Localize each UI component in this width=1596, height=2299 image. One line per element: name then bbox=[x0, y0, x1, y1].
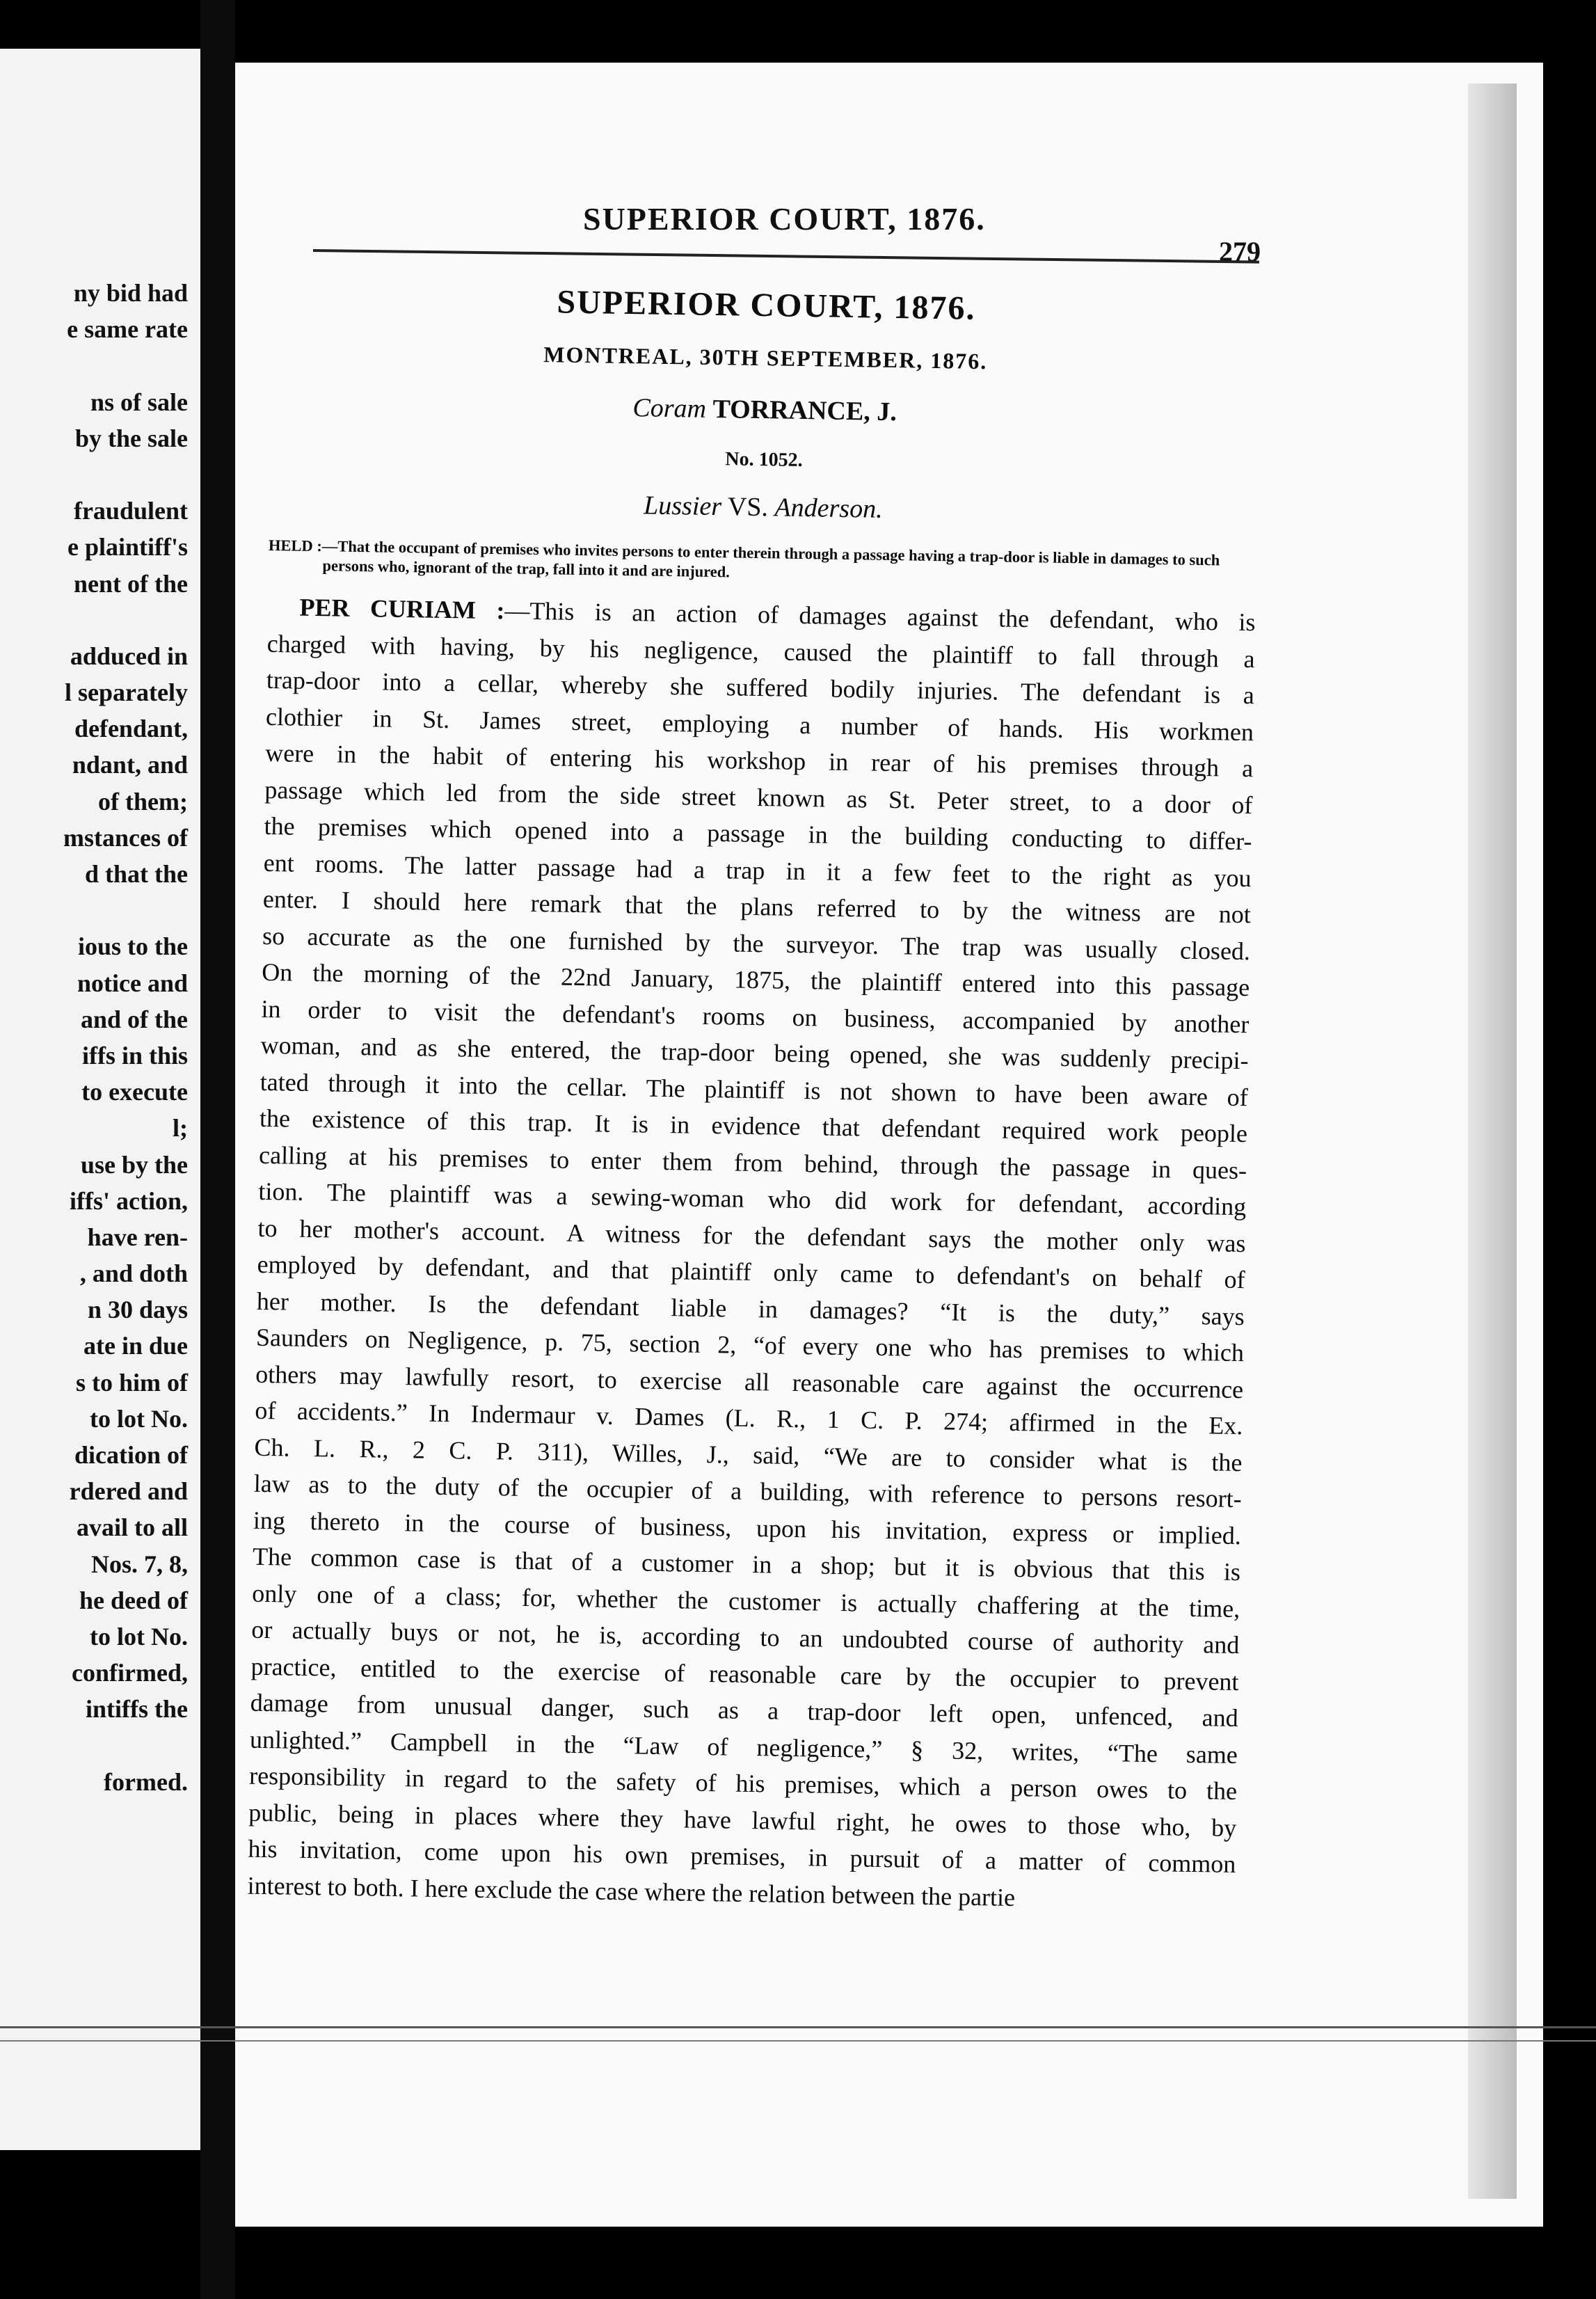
left-page-line: d that the bbox=[84, 860, 188, 888]
body-line: employed by defendant, and that plaintiff only came to defendant's on behalf of bbox=[257, 1250, 1245, 1294]
body-line: public, being in places where they have lawful right, he owes to those who, by bbox=[248, 1798, 1237, 1842]
left-page-line: adduced in bbox=[70, 642, 188, 670]
left-page-line bbox=[0, 456, 188, 493]
left-page-line: iffs in this bbox=[81, 1041, 188, 1069]
left-page-fragment bbox=[0, 49, 200, 2150]
body-line: clothier in St. James street, employing a number of hands. His workmen bbox=[265, 702, 1254, 746]
body-line: were in the habit of entering his workshop in rear of his premises through a bbox=[264, 738, 1254, 783]
body-line: in order to visit the defendant's rooms on business, accompanied by another bbox=[261, 994, 1250, 1038]
book-gutter bbox=[200, 0, 235, 2299]
left-page-line: nent of the bbox=[74, 569, 188, 598]
coram-word: Coram bbox=[632, 393, 707, 424]
left-page-line: fraudulent bbox=[73, 497, 188, 525]
left-page-line: Nos. 7, 8, bbox=[90, 1550, 188, 1578]
left-page-line: mstances of bbox=[63, 823, 188, 852]
bottom-rule-secondary bbox=[0, 2040, 1596, 2042]
left-page-line: ndant, and bbox=[72, 751, 188, 779]
body-line: so accurate as the one furnished by the surveyor. The trap was usually closed. bbox=[262, 921, 1251, 965]
running-head: SUPERIOR COURT, 1876. bbox=[583, 201, 986, 237]
left-page-line: he deed of bbox=[79, 1586, 188, 1614]
body-line: calling at his premises to enter them from behind, through the passage in ques- bbox=[258, 1140, 1247, 1184]
body-line: to her mother's account. A witness for the defendant says the mother only was bbox=[257, 1214, 1246, 1257]
left-page-line: l; bbox=[173, 1114, 188, 1143]
body-line: ent rooms. The latter passage had a trap in it a few feet to the right as you bbox=[263, 848, 1252, 892]
case-number: No. 1052. bbox=[725, 448, 803, 471]
body-line: interest to both. I here exclude the case where the relation between the partie bbox=[247, 1871, 1016, 1911]
left-page-line: ate in due bbox=[83, 1332, 188, 1360]
body-line: law as to the duty of the occupier of a building, with reference to persons resort- bbox=[253, 1469, 1242, 1513]
judge-name: TORRANCE, J. bbox=[712, 394, 897, 427]
left-page-line: rdered and bbox=[69, 1477, 188, 1506]
left-page-line: avail to all bbox=[77, 1513, 188, 1542]
left-page-line: and of the bbox=[80, 1005, 188, 1033]
body-line: enter. I should here remark that the plans referred to by the witness are not bbox=[262, 884, 1252, 929]
body-line: only one of a class; for, whether the customer is actually chaffering at the time, bbox=[252, 1579, 1240, 1623]
body-line: trap-door into a cellar, whereby she suffered bodily injuries. The defendant is a bbox=[266, 665, 1255, 710]
headnote-label: HELD :— bbox=[268, 536, 338, 555]
body-line: of accidents.” In Indermaur v. Dames (L. R., 1 C. P. 274; affirmed in the Ex. bbox=[255, 1396, 1243, 1440]
left-page-line: notice and bbox=[77, 969, 188, 997]
left-page-line: defendant, bbox=[74, 715, 188, 743]
left-page-line: to lot No. bbox=[90, 1622, 188, 1650]
left-page-line: of them; bbox=[98, 787, 188, 816]
body-line-first-text: —This is an action of damages against the defendant, who is bbox=[504, 596, 1256, 637]
left-page-line: to lot No. bbox=[90, 1404, 188, 1433]
left-page-line: l separately bbox=[65, 678, 188, 707]
body-line: Ch. L. R., 2 C. P. 311), Willes, J., said, “We are to consider what is the bbox=[254, 1433, 1243, 1477]
body-line: tated through it into the cellar. The plaintiff is not shown to have been aware of bbox=[260, 1067, 1249, 1111]
left-page-line: formed. bbox=[104, 1767, 188, 1796]
left-page-line: e plaintiff's bbox=[67, 533, 188, 562]
left-page-line: , and doth bbox=[79, 1259, 188, 1288]
left-page-line: confirmed, bbox=[72, 1659, 188, 1687]
headnote bbox=[268, 536, 1256, 590]
text-block bbox=[247, 278, 1261, 1919]
defendant-name: Anderson. bbox=[774, 493, 883, 524]
body-line: responsibility in regard to the safety of his premises, which a person owes to the bbox=[248, 1761, 1238, 1806]
bottom-rule bbox=[0, 2026, 1596, 2028]
body-line: practice, entitled to the exercise of reasonable care by the occupier to prevent bbox=[250, 1652, 1239, 1696]
left-page-line: iffs' action, bbox=[70, 1186, 188, 1215]
coram-line bbox=[271, 387, 1259, 433]
left-page-line: n 30 days bbox=[87, 1296, 188, 1324]
left-page-line bbox=[0, 602, 188, 638]
body-line: others may lawfully resort, to exercise all reasonable care against the occurrence bbox=[255, 1360, 1244, 1403]
body-line: passage which led from the side street known as St. Peter street, to a door of bbox=[264, 775, 1253, 819]
case-name bbox=[269, 484, 1258, 530]
page-number: 279 bbox=[1219, 236, 1261, 267]
body-line: charged with having, by his negligence, caused the plaintiff to fall through a bbox=[266, 629, 1255, 673]
body-line: her mother. Is the defendant liable in damages? “It is the duty,” says bbox=[256, 1287, 1245, 1330]
per-curiam: PER CURIAM : bbox=[299, 593, 505, 625]
body-line: tion. The plaintiff was a sewing-woman who did work for defendant, according bbox=[258, 1177, 1247, 1221]
left-page-text bbox=[0, 275, 188, 1800]
headnote-text: That the occupant of premises who invites persons to enter therein through a passage having a trap-door is liable in damages to such persons who, ignorant of the trap, fall into it and are injured. bbox=[322, 537, 1220, 581]
left-page-line: e same rate bbox=[67, 315, 188, 344]
left-page-line: dication of bbox=[74, 1441, 188, 1469]
body-line: or actually buys or not, he is, according to an undoubted course of authority and bbox=[251, 1615, 1240, 1660]
left-page-line: intiffs the bbox=[86, 1695, 188, 1724]
body-line: The common case is that of a customer in a shop; but it is obvious that this is bbox=[252, 1542, 1241, 1586]
plaintiff-name: Lussier bbox=[643, 491, 722, 522]
place-date: MONTREAL, 30TH SEPTEMBER, 1876. bbox=[543, 342, 988, 374]
body-line: Saunders on Negligence, p. 75, section 2, “of every one who has premises to which bbox=[255, 1323, 1245, 1367]
judgment-body bbox=[247, 589, 1256, 1919]
body-line: ing thereto in the course of business, upon his invitation, express or implied. bbox=[253, 1506, 1242, 1550]
versus: VS. bbox=[727, 492, 769, 523]
left-page-line: use by the bbox=[80, 1150, 188, 1179]
body-line: On the morning of the 22nd January, 1875, the plaintiff entered into this passage bbox=[262, 957, 1250, 1002]
body-line: his invitation, come upon his own premises, in pursuit of a matter of common bbox=[248, 1834, 1236, 1879]
left-page-line bbox=[0, 347, 188, 383]
left-page-line: ny bid had bbox=[73, 279, 188, 307]
left-page-line: s to him of bbox=[76, 1368, 188, 1397]
left-page-line bbox=[0, 1728, 188, 1764]
left-page-line: by the sale bbox=[75, 424, 188, 452]
left-page-line: have ren- bbox=[87, 1223, 188, 1251]
body-line: damage from unusual danger, such as a trap-door left open, unfenced, and bbox=[250, 1688, 1238, 1733]
page-edge bbox=[1468, 83, 1517, 2199]
left-page-line: to execute bbox=[81, 1078, 188, 1106]
court-title: SUPERIOR COURT, 1876. bbox=[557, 283, 976, 327]
body-line: unlighted.” Campbell in the “Law of negligence,” § 32, writes, “The same bbox=[249, 1725, 1238, 1769]
left-page-line: ious to the bbox=[77, 932, 188, 961]
body-line: the premises which opened into a passage in the building conducting to differ- bbox=[264, 811, 1252, 856]
left-page-line: ns of sale bbox=[90, 388, 188, 416]
body-line: the existence of this trap. It is in evidence that defendant required work people bbox=[259, 1104, 1248, 1148]
left-page-line bbox=[0, 892, 188, 928]
body-line: woman, and as she entered, the trap-door being opened, she was suddenly precipi- bbox=[260, 1031, 1249, 1075]
